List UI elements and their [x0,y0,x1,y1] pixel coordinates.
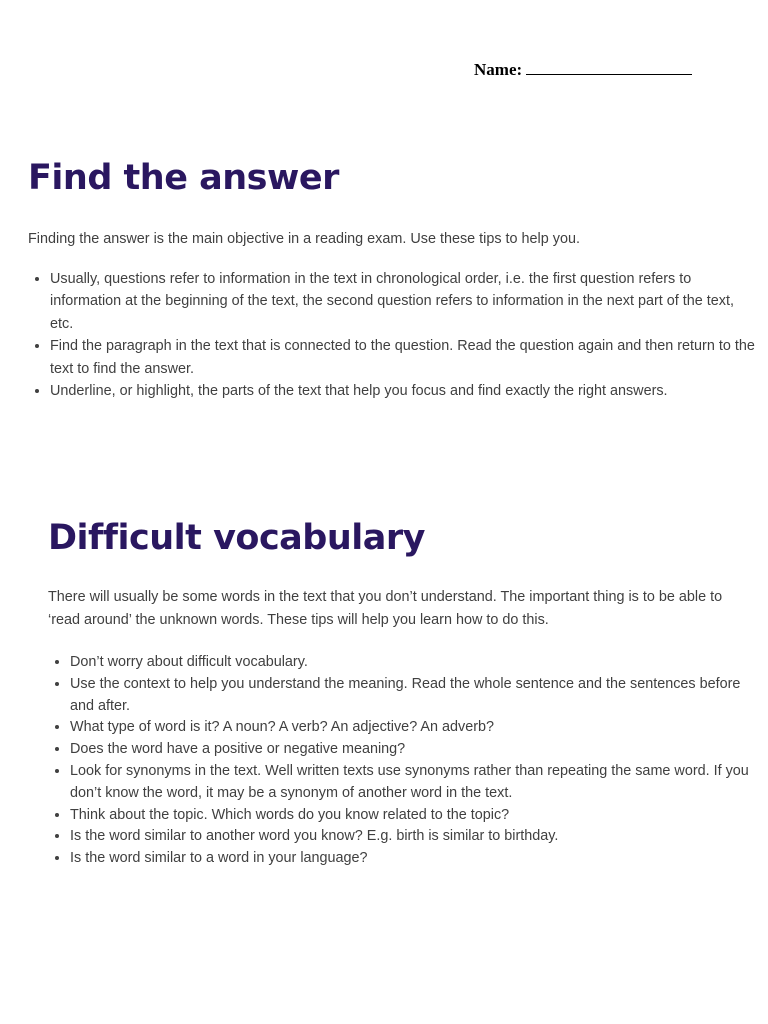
list-item: • Is the word similar to another word you know? E.g. birth is similar to birthday. [70,826,756,848]
difficult-vocabulary-section [48,512,756,870]
find-the-answer-section [28,152,756,403]
list-item: • Don’t worry about difficult vocabulary. [70,652,756,674]
name-blank-line[interactable] [526,60,692,75]
list-item: • Look for synonyms in the text. Well written texts use synonyms rather than repeating the same word. If you don’t know the word, it may be a synonym of another word in the text. [70,761,756,805]
section-heading: Difficult vocabulary [48,518,425,558]
tips-list [48,652,756,870]
name-label: Name: [474,60,523,79]
section-heading: Find the answer [28,158,339,198]
list-item: • Use the context to help you understand the meaning. Read the whole sentence and the sentences before and after. [70,674,756,718]
name-field [474,60,692,80]
section-intro: Finding the answer is the main objective in a reading exam. Use these tips to help you. [28,231,580,247]
list-item: • Does the word have a positive or negative meaning? [70,739,756,761]
list-item: • Is the word similar to a word in your language? [70,848,756,870]
tips-list [28,268,756,404]
list-item: • Think about the topic. Which words do you know related to the topic? [70,805,756,827]
list-item: • What type of word is it? A noun? A verb? An adjective? An adverb? [70,717,756,739]
list-item: • Underline, or highlight, the parts of the text that help you focus and find exactly the right answers. [50,380,756,403]
list-item: • Usually, questions refer to information in the text in chronological order, i.e. the first question refers to information at the beginning of the text, the second question refers to information in the next part of the text, etc. [50,268,756,336]
list-item: • Find the paragraph in the text that is connected to the question. Read the question again and then return to the text to find the answer. [50,335,756,380]
section-intro: There will usually be some words in the text that you don’t understand. The important thing is to be able to ‘read around’ the unknown words. These tips will help you learn how to do this. [48,589,723,628]
